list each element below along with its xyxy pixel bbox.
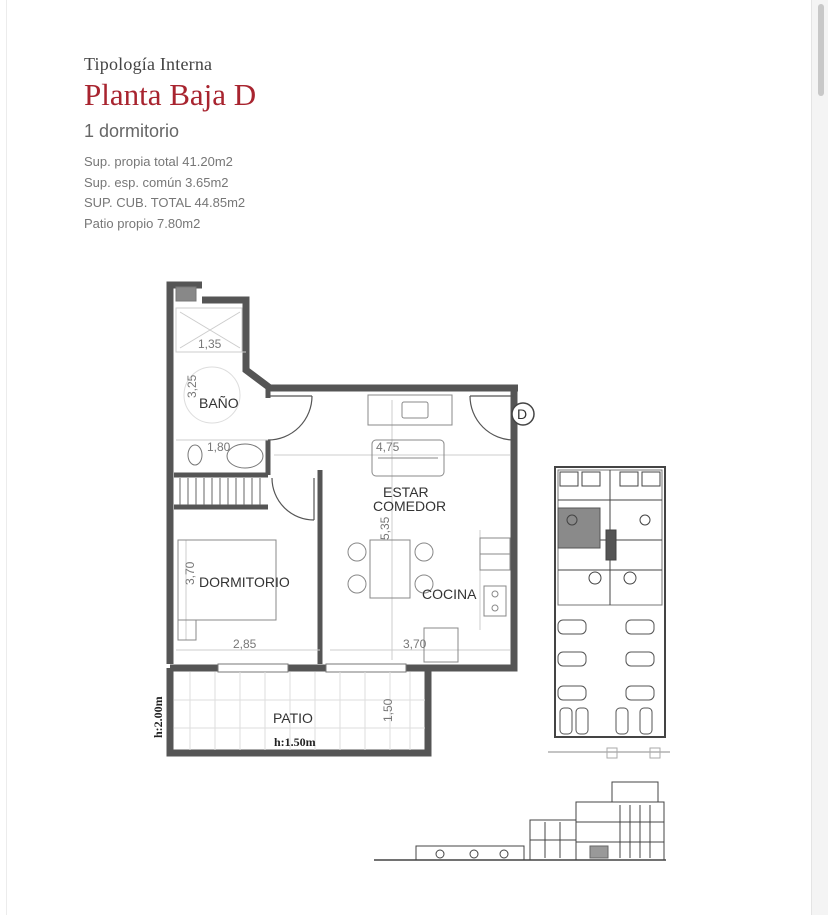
dim-bedroom-width: 2,85 xyxy=(233,637,257,651)
dim-patio-height: 1,50 xyxy=(381,698,395,722)
room-label-living: ESTAR xyxy=(383,484,429,500)
building-section xyxy=(374,782,666,860)
dim-bath-height: 3,25 xyxy=(185,374,199,398)
unit-marker-label: D xyxy=(517,406,528,422)
spec-patio-area: Patio propio 7.80m2 xyxy=(84,215,201,231)
unit-floor-plan xyxy=(151,285,534,753)
key-plan xyxy=(548,467,670,758)
page-subtitle: Tipología Interna xyxy=(84,54,213,74)
room-label-bath: BAÑO xyxy=(199,395,239,411)
closet-hatch xyxy=(180,478,260,505)
vertical-scrollbar[interactable] xyxy=(811,0,828,915)
dim-kitchen-width: 3,70 xyxy=(403,637,427,651)
dim-bedroom-height: 3,70 xyxy=(183,561,197,585)
room-label-dining: COMEDOR xyxy=(373,498,447,514)
spec-common-area: Sup. esp. común 3.65m2 xyxy=(84,174,229,190)
spec-total-area: SUP. CUB. TOTAL 44.85m2 xyxy=(84,195,246,210)
dim-patio-wall-width: h:1.50m xyxy=(274,735,316,749)
dim-living-width: 4,75 xyxy=(376,440,400,454)
furniture xyxy=(178,395,510,672)
guide-lines xyxy=(176,308,510,660)
bedroom-count: 1 dormitorio xyxy=(84,121,180,141)
dim-bath-width: 1,35 xyxy=(198,337,222,351)
dim-patio-wall-height: h:2.00m xyxy=(151,696,165,738)
page-title: Planta Baja D xyxy=(84,77,257,112)
room-label-kitchen: COCINA xyxy=(422,586,477,602)
spec-own-area: Sup. propia total 41.20m2 xyxy=(84,154,233,169)
dim-living-height: 5,35 xyxy=(378,516,392,540)
dim-bath-inner: 1,80 xyxy=(207,440,231,454)
room-label-patio: PATIO xyxy=(273,710,313,726)
outer-walls xyxy=(170,285,518,753)
scrollbar-thumb[interactable] xyxy=(818,4,824,96)
room-label-bedroom: DORMITORIO xyxy=(199,574,290,590)
